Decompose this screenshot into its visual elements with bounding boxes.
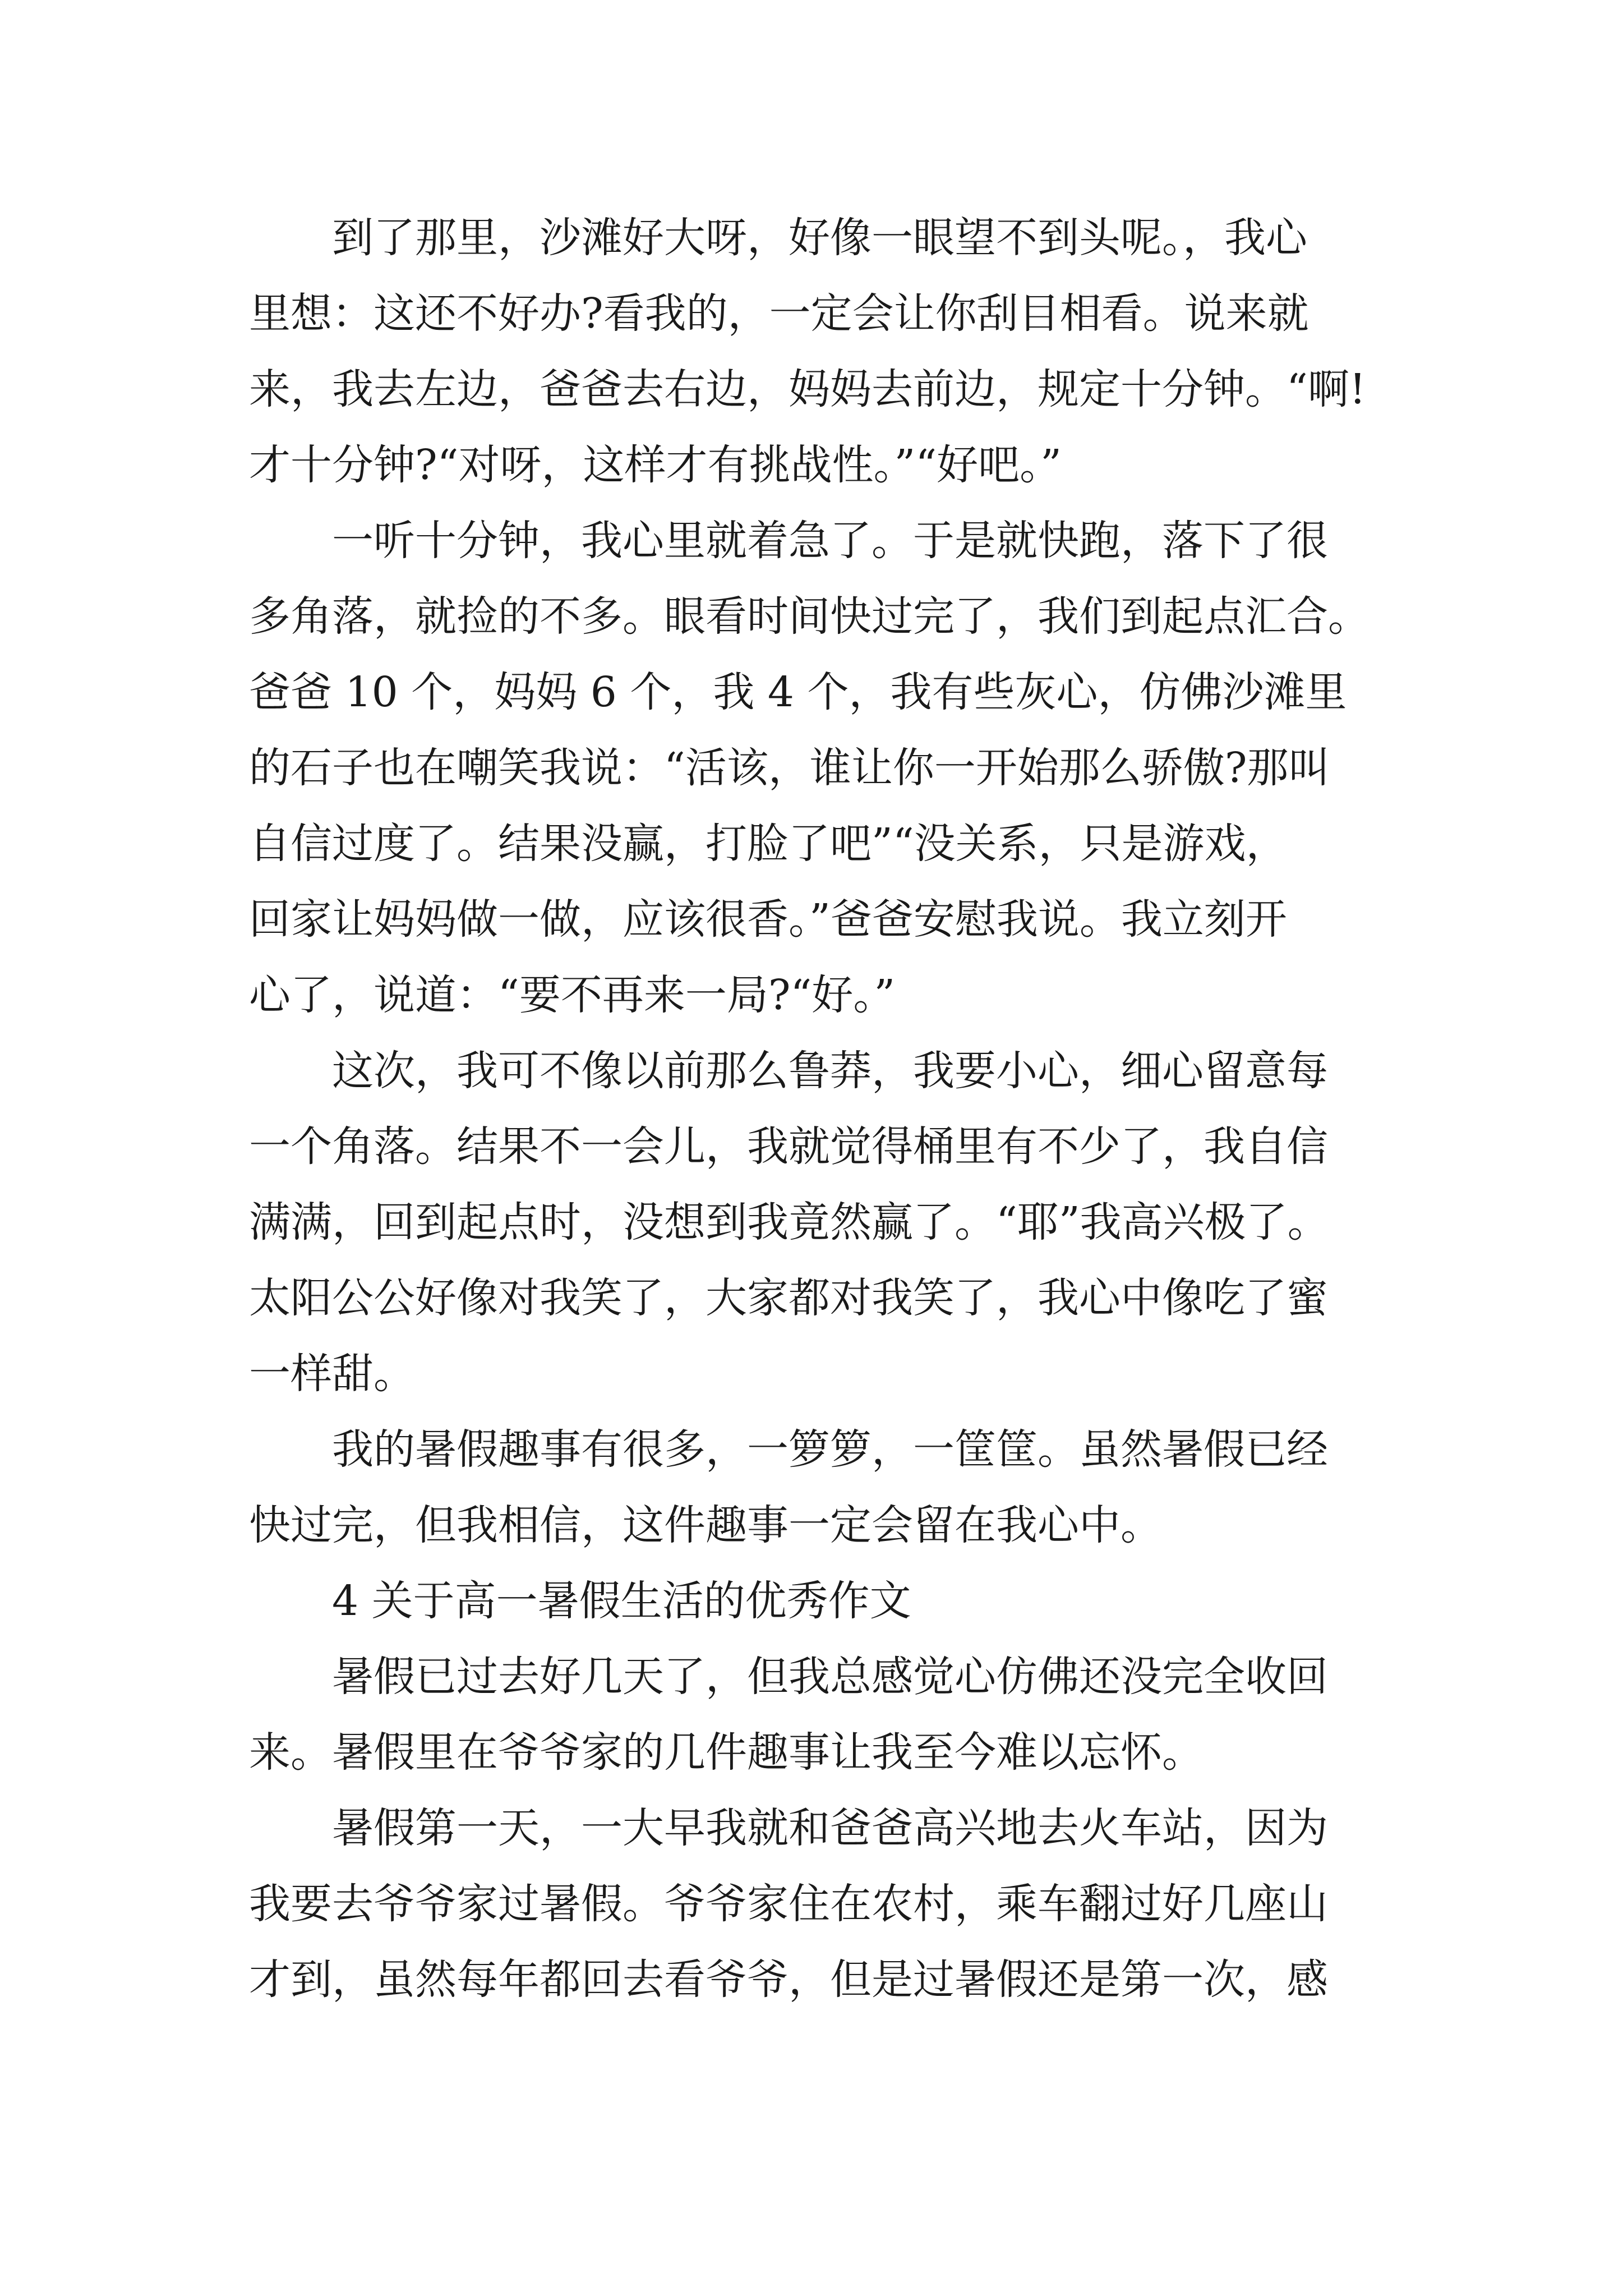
paragraph-3-line-5: 一样甜。: [249, 1350, 415, 1398]
paragraph-2-line-3: 爸爸 10 个，妈妈 6 个，我 4 个，我有些灰心，仿佛沙滩里: [249, 668, 1347, 716]
paragraph-3-line-4: 太阳公公好像对我笑了，大家都对我笑了，我心中像吃了蜜: [249, 1274, 1328, 1322]
paragraph-2-line-5: 自信过度了。结果没赢，打脸了吧”“没关系，只是游戏，: [249, 820, 1288, 868]
paragraph-1-line-3: 来，我去左边，爸爸去右边，妈妈去前边，规定十分钟。“啊!: [249, 365, 1366, 413]
paragraph-4-line-2: 快过完，但我相信，这件趣事一定会留在我心中。: [249, 1501, 1162, 1549]
paragraph-5-line-1: 暑假已过去好几天了，但我总感觉心仿佛还没完全收回: [332, 1653, 1328, 1701]
paragraph-2-line-7: 心了，说道：“要不再来一局?“好。”: [249, 971, 896, 1019]
paragraph-3-line-2: 一个角落。结果不一会儿，我就觉得桶里有不少了，我自信: [249, 1122, 1328, 1171]
paragraph-6-line-1: 暑假第一天，一大早我就和爸爸高兴地去火车站，因为: [332, 1804, 1328, 1852]
paragraph-3-line-3: 满满，回到起点时，没想到我竟然赢了。“耶”我高兴极了。: [249, 1198, 1329, 1246]
paragraph-1-line-1: 到了那里，沙滩好大呀，好像一眼望不到头呢。，我心: [332, 214, 1307, 262]
paragraph-2-line-1: 一听十分钟，我心里就着急了。于是就快跑，落下了很: [332, 517, 1328, 565]
paragraph-3-line-1: 这次，我可不像以前那么鲁莽，我要小心，细心留意每: [332, 1047, 1328, 1095]
paragraph-5-line-2: 来。暑假里在爷爷家的几件趣事让我至今难以忘怀。: [249, 1728, 1204, 1777]
paragraph-1-line-4: 才十分钟?“对呀，这样才有挑战性。”“好吧。”: [249, 441, 1062, 489]
paragraph-2-line-6: 回家让妈妈做一做，应该很香。”爸爸安慰我说。我立刻开: [249, 895, 1287, 944]
paragraph-6-line-3: 才到，虽然每年都回去看爷爷，但是过暑假还是第一次，感: [249, 1955, 1328, 2004]
paragraph-2-line-2: 多角落，就捡的不多。眼看时间快过完了，我们到起点汇合。: [249, 592, 1370, 641]
paragraph-4-line-1: 我的暑假趣事有很多，一箩箩，一筐筐。虽然暑假已经: [332, 1425, 1328, 1474]
paragraph-1-line-2: 里想：这还不好办?看我的，一定会让你刮目相看。说来就: [249, 289, 1309, 338]
section-heading: 4 关于高一暑假生活的优秀作文: [332, 1577, 911, 1625]
paragraph-2-line-4: 的石子也在嘲笑我说：“活该，谁让你一开始那么骄傲?那叫: [249, 744, 1330, 792]
paragraph-6-line-2: 我要去爷爷家过暑假。爷爷家住在农村，乘车翻过好几座山: [249, 1880, 1328, 1928]
